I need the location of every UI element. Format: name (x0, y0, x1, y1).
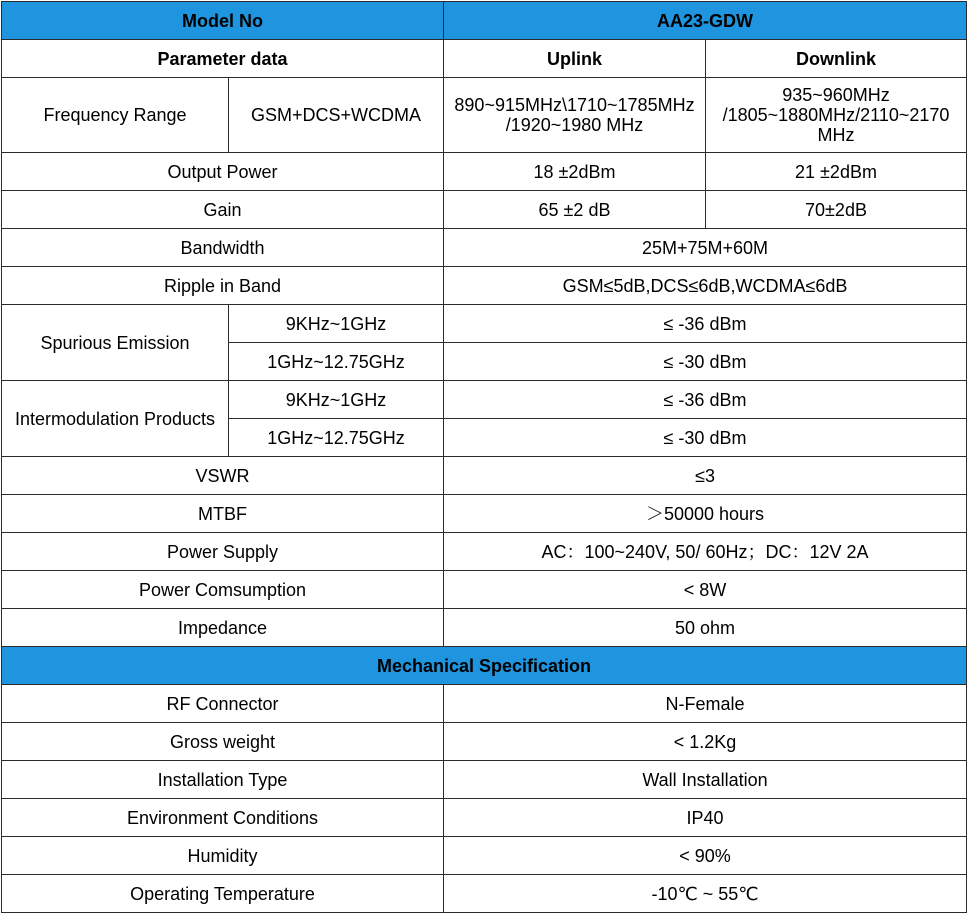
frequency-downlink-line2: /1805~1880MHz/2110~2170 (722, 105, 950, 125)
frequency-downlink-line1: 935~960MHz (782, 85, 890, 105)
rf-connector-value: N-Female (444, 685, 967, 723)
humidity-value: < 90% (444, 837, 967, 875)
power-supply-row (2, 533, 967, 571)
vswr-label: VSWR (2, 457, 444, 495)
output-power-label: Output Power (2, 153, 444, 191)
environment-row (2, 799, 967, 837)
spurious-value-1: ≤ -36 dBm (444, 305, 967, 343)
intermod-value-2: ≤ -30 dBm (444, 419, 967, 457)
downlink-header: Downlink (706, 40, 967, 78)
operating-temp-label: Operating Temperature (2, 875, 444, 913)
gain-label: Gain (2, 191, 444, 229)
bandwidth-row (2, 229, 967, 267)
power-supply-label: Power Supply (2, 533, 444, 571)
gross-weight-value: < 1.2Kg (444, 723, 967, 761)
frequency-bands: GSM+DCS+WCDMA (229, 78, 444, 153)
frequency-uplink-line1: 890~915MHz\1710~1785MHz (454, 95, 695, 115)
parameter-header-row (2, 40, 967, 78)
model-row (2, 2, 967, 40)
impedance-label: Impedance (2, 609, 444, 647)
gain-row (2, 191, 967, 229)
operating-temp-value: -10℃ ~ 55℃ (444, 875, 967, 913)
vswr-row (2, 457, 967, 495)
humidity-label: Humidity (2, 837, 444, 875)
installation-value: Wall Installation (444, 761, 967, 799)
rf-connector-label: RF Connector (2, 685, 444, 723)
intermod-range-2: 1GHz~12.75GHz (229, 419, 444, 457)
intermod-range-1: 9KHz~1GHz (229, 381, 444, 419)
power-consumption-row (2, 571, 967, 609)
impedance-value: 50 ohm (444, 609, 967, 647)
spurious-row-1 (2, 305, 967, 343)
spurious-value-2: ≤ -30 dBm (444, 343, 967, 381)
model-label: Model No (2, 2, 444, 40)
frequency-row (2, 78, 967, 153)
parameter-data-header: Parameter data (2, 40, 444, 78)
frequency-downlink (706, 78, 967, 153)
installation-label: Installation Type (2, 761, 444, 799)
mtbf-label: MTBF (2, 495, 444, 533)
mtbf-row (2, 495, 967, 533)
impedance-row (2, 609, 967, 647)
bandwidth-label: Bandwidth (2, 229, 444, 267)
rf-connector-row (2, 685, 967, 723)
operating-temp-row (2, 875, 967, 913)
intermod-row-1 (2, 381, 967, 419)
ripple-row (2, 267, 967, 305)
bandwidth-value: 25M+75M+60M (444, 229, 967, 267)
vswr-value: ≤3 (444, 457, 967, 495)
power-consumption-label: Power Comsumption (2, 571, 444, 609)
frequency-downlink-line3: MHz (817, 125, 855, 145)
intermod-label: Intermodulation Products (2, 381, 229, 457)
intermod-value-1: ≤ -36 dBm (444, 381, 967, 419)
mtbf-value: ＞50000 hours (444, 495, 967, 533)
installation-row (2, 761, 967, 799)
uplink-header: Uplink (444, 40, 706, 78)
environment-label: Environment Conditions (2, 799, 444, 837)
model-value: AA23-GDW (444, 2, 967, 40)
spurious-range-2: 1GHz~12.75GHz (229, 343, 444, 381)
output-power-uplink: 18 ±2dBm (444, 153, 706, 191)
spec-table (1, 1, 967, 913)
gross-weight-row (2, 723, 967, 761)
frequency-label: Frequency Range (2, 78, 229, 153)
gain-downlink: 70±2dB (706, 191, 967, 229)
output-power-downlink: 21 ±2dBm (706, 153, 967, 191)
ripple-label: Ripple in Band (2, 267, 444, 305)
ripple-value: GSM≤5dB,DCS≤6dB,WCDMA≤6dB (444, 267, 967, 305)
environment-value: IP40 (444, 799, 967, 837)
output-power-row (2, 153, 967, 191)
spurious-range-1: 9KHz~1GHz (229, 305, 444, 343)
power-consumption-value: < 8W (444, 571, 967, 609)
mechanical-title: Mechanical Specification (2, 647, 967, 685)
spurious-label: Spurious Emission (2, 305, 229, 381)
humidity-row (2, 837, 967, 875)
power-supply-value: AC：100~240V, 50/ 60Hz；DC：12V 2A (444, 533, 967, 571)
gain-uplink: 65 ±2 dB (444, 191, 706, 229)
mechanical-header-row (2, 647, 967, 685)
frequency-uplink-line2: /1920~1980 MHz (505, 115, 644, 135)
frequency-uplink (444, 78, 706, 153)
gross-weight-label: Gross weight (2, 723, 444, 761)
